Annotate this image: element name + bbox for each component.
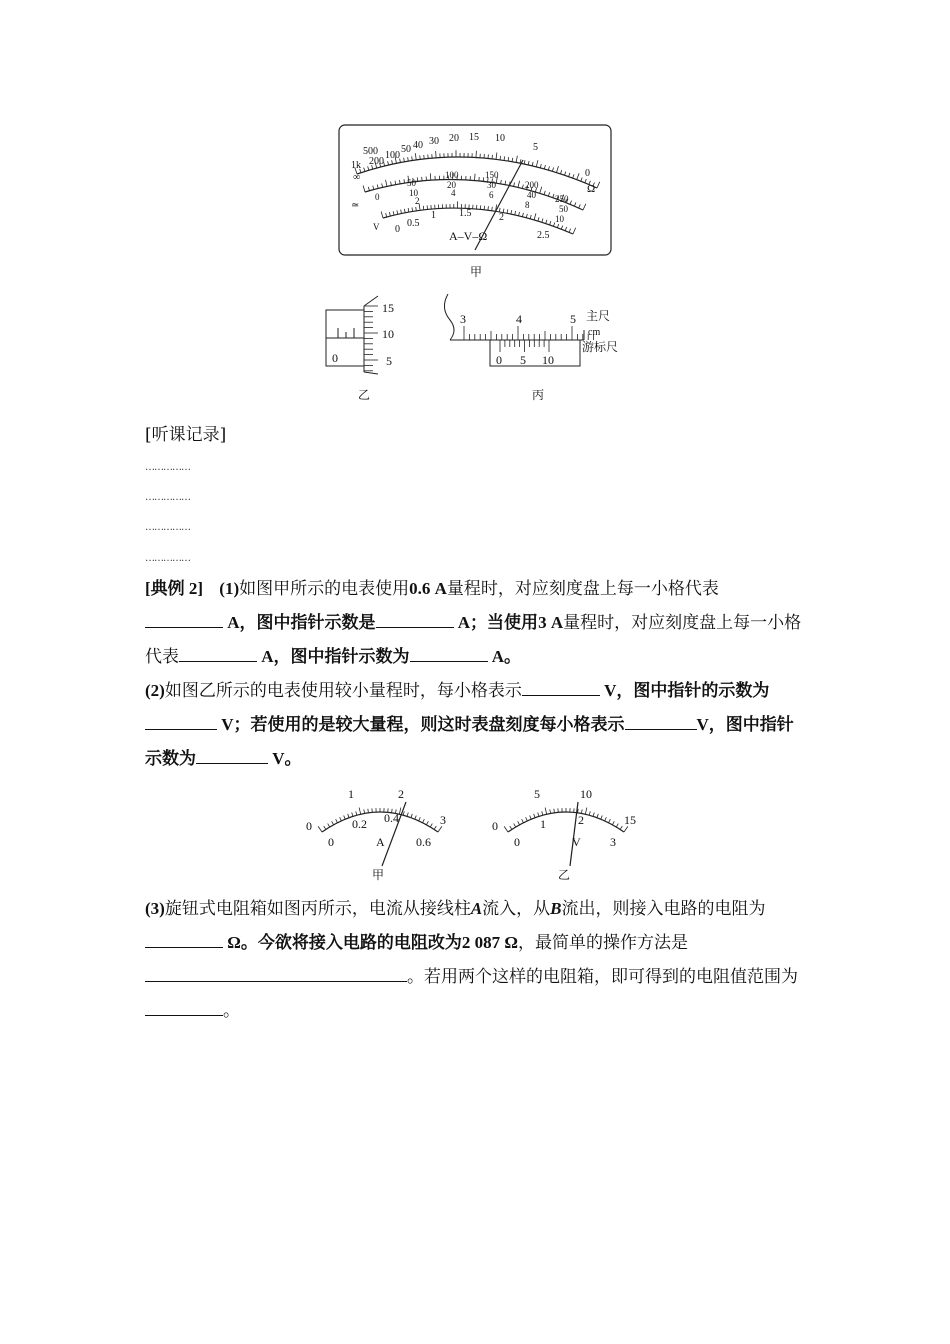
tick-mark bbox=[496, 153, 497, 160]
tick-mark bbox=[416, 207, 417, 211]
tick-mark bbox=[348, 814, 349, 818]
q2-text-a: 如图乙所示的电表使用较小量程时，每小格表示 bbox=[164, 681, 522, 701]
tick-mark bbox=[534, 213, 536, 220]
mid-upper-0: 0 bbox=[375, 192, 380, 202]
q3-text-g: 。若用两个这样的电阻箱，即可得到的电阻值范围为 bbox=[407, 967, 798, 987]
mid-upper-5: 250 bbox=[555, 194, 569, 204]
tick-mark bbox=[401, 210, 402, 214]
thimble-ticks bbox=[364, 306, 378, 371]
question-1-2 bbox=[145, 572, 810, 776]
tick-mark bbox=[415, 816, 417, 820]
tick-mark bbox=[550, 221, 551, 225]
tick-mark bbox=[408, 208, 409, 212]
ammeter-upper-1: 1 bbox=[348, 787, 354, 801]
multimeter-figure bbox=[335, 122, 615, 260]
tick-mark bbox=[548, 166, 549, 170]
mid-inner-2: 4 bbox=[451, 188, 456, 198]
tick-mark bbox=[363, 185, 365, 192]
tick-mark bbox=[601, 816, 603, 820]
tick-mark bbox=[532, 162, 533, 166]
tick-mark bbox=[534, 814, 535, 818]
q1-text-c: 量程时，对应刻度盘上每一小格代表 bbox=[446, 579, 719, 599]
tick-mark bbox=[393, 211, 394, 215]
tick-mark bbox=[404, 209, 405, 213]
ohm-label-8: 20 bbox=[449, 133, 459, 144]
ammeter-upper-2: 2 bbox=[398, 787, 404, 801]
volt-label-5: 2.5 bbox=[537, 230, 550, 241]
terminal-a: A bbox=[470, 899, 483, 918]
tick-mark bbox=[616, 824, 618, 827]
caliper-break bbox=[444, 294, 454, 340]
tick-mark bbox=[573, 228, 576, 234]
tick-mark bbox=[412, 156, 413, 160]
tick-mark bbox=[356, 811, 357, 815]
q2-text-e: V。 bbox=[268, 749, 302, 768]
tick-mark bbox=[597, 814, 598, 818]
dot-line: …………… bbox=[145, 522, 190, 533]
tick-mark bbox=[397, 210, 398, 214]
tick-mark bbox=[581, 177, 582, 181]
tick-mark bbox=[386, 180, 387, 187]
voltmeter-ticks bbox=[504, 808, 628, 832]
tick-mark bbox=[574, 202, 576, 206]
tick-mark bbox=[328, 824, 330, 827]
tick-mark bbox=[545, 808, 547, 815]
mid-upper-3: 150 bbox=[485, 170, 499, 180]
tick-mark bbox=[573, 174, 574, 178]
tick-mark bbox=[593, 813, 594, 817]
voltmeter-lower-3: 3 bbox=[610, 835, 616, 849]
ac-mark: ≃ bbox=[351, 200, 360, 211]
tick-mark bbox=[528, 161, 529, 165]
tick-mark bbox=[579, 204, 581, 208]
ohm-label-6: 40 bbox=[413, 140, 423, 151]
mid-inner-4: 8 bbox=[525, 200, 530, 210]
tick-mark bbox=[515, 211, 516, 215]
tick-mark bbox=[336, 819, 338, 823]
voltmeter-lower-0: 0 bbox=[514, 835, 520, 849]
tick-mark bbox=[368, 809, 369, 813]
tick-mark bbox=[597, 182, 600, 188]
mid-inner-3: 6 bbox=[489, 190, 494, 200]
voltmeter-upper-1: 5 bbox=[534, 787, 540, 801]
terminal-b: B bbox=[550, 899, 562, 918]
tick-mark bbox=[524, 160, 525, 164]
tick-mark bbox=[404, 158, 405, 162]
tick-mark bbox=[324, 826, 326, 829]
q1-range-small: 0.6 A bbox=[409, 579, 447, 598]
volt-label-0: 0 bbox=[395, 224, 400, 235]
tick-mark bbox=[500, 156, 501, 160]
tick-mark bbox=[430, 824, 432, 827]
ammeter-unit: A bbox=[376, 835, 385, 849]
tick-mark bbox=[359, 808, 361, 815]
tick-mark bbox=[577, 173, 579, 179]
voltmeter-arc bbox=[508, 812, 624, 832]
tick-mark bbox=[552, 168, 553, 172]
tick-mark bbox=[411, 814, 412, 818]
tick-mark bbox=[546, 220, 547, 224]
vernier-scale-label: 游标尺 bbox=[582, 340, 619, 354]
tick-mark bbox=[412, 207, 413, 211]
voltmeter-lower-2: 2 bbox=[578, 813, 584, 827]
mid-lower-3: 30 bbox=[487, 180, 496, 190]
answer-blank[interactable] bbox=[196, 745, 268, 764]
tick-mark bbox=[492, 207, 493, 211]
question-3 bbox=[145, 892, 810, 1028]
tick-mark bbox=[504, 826, 508, 832]
tick-mark bbox=[510, 826, 512, 829]
tick-mark bbox=[395, 181, 396, 185]
mid-upper-1: 50 bbox=[407, 178, 416, 188]
tick-mark bbox=[522, 185, 523, 189]
tick-mark bbox=[389, 212, 390, 216]
tick-mark bbox=[556, 166, 558, 172]
ohm-label-10: 10 bbox=[495, 133, 505, 144]
tick-mark bbox=[438, 826, 442, 832]
tick-mark bbox=[620, 826, 622, 829]
ohm-label-0: ∞ bbox=[353, 172, 361, 183]
figure-caption-ammeter: 甲 bbox=[372, 868, 385, 882]
figure-caption-micrometer: 乙 bbox=[358, 388, 371, 402]
tick-mark bbox=[504, 156, 505, 160]
tick-mark bbox=[542, 218, 543, 222]
tick-mark bbox=[530, 215, 531, 219]
tick-mark bbox=[540, 164, 541, 168]
tick-mark bbox=[434, 826, 436, 829]
mid-lower-5: 50 bbox=[559, 204, 568, 214]
tick-mark bbox=[399, 808, 401, 815]
q3-text-f: ，最简单的操作方法是 bbox=[518, 933, 688, 953]
tick-mark bbox=[318, 826, 322, 832]
micrometer-figure bbox=[322, 294, 402, 376]
main-tick-3: 3 bbox=[460, 312, 466, 326]
tick-mark bbox=[538, 217, 539, 221]
tick-mark bbox=[332, 821, 334, 825]
tick-mark bbox=[407, 813, 408, 817]
tick-mark bbox=[589, 811, 590, 815]
answer-blank[interactable] bbox=[145, 711, 217, 730]
thimble-label-15: 15 bbox=[382, 301, 394, 315]
vernier-tick-0: 0 bbox=[496, 353, 502, 367]
tick-mark bbox=[570, 201, 572, 205]
tick-mark bbox=[518, 181, 520, 188]
q3-text-c: 流出，则接入电路的电阻为 bbox=[561, 899, 766, 919]
voltmeter-lower-1: 1 bbox=[540, 817, 546, 831]
figure-caption-voltmeter: 乙 bbox=[558, 868, 571, 882]
sleeve-zero: 0 bbox=[332, 351, 338, 365]
tick-mark bbox=[373, 186, 374, 190]
tick-mark bbox=[501, 180, 502, 184]
tick-mark bbox=[544, 165, 545, 169]
volt-label-3: 1.5 bbox=[459, 208, 472, 219]
figure-caption-caliper: 丙 bbox=[532, 388, 545, 402]
ammeter-lower-0: 0 bbox=[328, 835, 334, 849]
voltmeter-upper-2: 10 bbox=[580, 787, 592, 801]
answer-blank[interactable] bbox=[145, 997, 223, 1016]
tick-mark bbox=[530, 816, 532, 820]
tick-mark bbox=[419, 817, 421, 821]
q3-target-value: 2 087 Ω bbox=[461, 933, 518, 952]
voltmeter-upper-3: 15 bbox=[624, 813, 636, 827]
ammeter-arc bbox=[322, 812, 438, 832]
tick-mark bbox=[415, 153, 416, 160]
tick-mark bbox=[344, 816, 346, 820]
tick-mark bbox=[514, 824, 516, 827]
main-tick-5: 5 bbox=[570, 312, 576, 326]
q2-text-d: V，图中指针示数为 bbox=[145, 715, 794, 768]
tick-mark bbox=[364, 809, 365, 813]
tick-mark bbox=[612, 821, 614, 825]
mid-lower-2: 20 bbox=[447, 180, 456, 190]
tick-mark bbox=[514, 182, 515, 186]
tick-mark bbox=[516, 156, 517, 163]
thimble-top bbox=[364, 296, 378, 306]
tick-mark bbox=[536, 160, 538, 167]
tick-mark bbox=[519, 212, 520, 216]
mid-upper-4: 200 bbox=[525, 180, 539, 190]
ohm-label-11: 5 bbox=[533, 142, 538, 153]
tick-mark bbox=[505, 181, 506, 185]
ammeter-upper-0: 0 bbox=[306, 819, 312, 833]
volt-label-2: 1 bbox=[431, 210, 436, 221]
ammeter-ticks bbox=[318, 808, 442, 832]
tick-mark bbox=[423, 819, 425, 823]
answer-blank[interactable] bbox=[145, 929, 223, 948]
answer-blank[interactable] bbox=[410, 643, 488, 662]
tick-mark bbox=[381, 211, 383, 218]
q1-text-h: A，图中指针示数为 bbox=[257, 647, 410, 666]
mid-lower-1: 10 bbox=[409, 188, 418, 198]
tick-mark bbox=[605, 817, 607, 821]
tick-mark bbox=[520, 159, 521, 163]
tick-mark bbox=[565, 171, 566, 175]
tick-mark bbox=[511, 210, 512, 214]
v-mark: V bbox=[373, 222, 380, 232]
ammeter-lower-2: 0.4 bbox=[384, 811, 399, 825]
tick-mark bbox=[403, 811, 404, 815]
q1-text-g: 量程时，对应刻度盘上每一小格代表 bbox=[145, 613, 802, 667]
q3-number: (3) bbox=[145, 899, 165, 918]
ohm-label-4: 100 bbox=[385, 150, 400, 161]
ohm-label-7: 30 bbox=[429, 136, 439, 147]
dot-line: …………… bbox=[145, 492, 190, 503]
tick-mark bbox=[507, 209, 508, 213]
tick-mark bbox=[522, 213, 523, 217]
mid-arc bbox=[365, 180, 583, 210]
caliper-figure bbox=[436, 290, 636, 372]
voltmeter-unit: V bbox=[572, 835, 581, 849]
q1-text-i: A。 bbox=[487, 647, 522, 666]
answer-blank[interactable] bbox=[625, 711, 697, 730]
ammeter-upper-3: 3 bbox=[440, 813, 446, 827]
section-label: [听课记录] bbox=[145, 425, 227, 445]
q1-text-a: 如图甲所示的电表使用 bbox=[239, 579, 410, 599]
tick-mark bbox=[382, 184, 383, 188]
dot-line: …………… bbox=[145, 462, 190, 473]
answer-blank[interactable] bbox=[376, 609, 454, 628]
dot-line: …………… bbox=[145, 553, 190, 564]
tick-mark bbox=[512, 158, 513, 162]
tick-mark bbox=[352, 813, 353, 817]
tick-mark bbox=[609, 819, 611, 823]
q2-text-b: V，图中指针的示数为 bbox=[599, 681, 770, 700]
mid-lower-4: 40 bbox=[527, 190, 536, 200]
answer-blank[interactable] bbox=[145, 963, 407, 982]
q3-text-d: Ω。今欲将接入电路的电阻改为 bbox=[223, 933, 462, 952]
tick-mark bbox=[550, 809, 551, 813]
tick-mark bbox=[526, 214, 527, 218]
ohm-symbol: Ω bbox=[587, 183, 596, 195]
tick-mark bbox=[544, 191, 545, 195]
tick-mark bbox=[388, 161, 389, 165]
tick-mark bbox=[377, 185, 378, 189]
tick-mark bbox=[386, 213, 387, 217]
tick-mark bbox=[368, 187, 369, 191]
tick-mark bbox=[526, 817, 528, 821]
tick-mark bbox=[561, 225, 562, 229]
tick-mark bbox=[624, 826, 628, 832]
tick-mark bbox=[540, 187, 542, 193]
answer-blank[interactable] bbox=[522, 677, 600, 696]
tick-mark bbox=[475, 174, 476, 181]
ohm-label-1: 1k bbox=[351, 160, 361, 171]
volt-label-4: 2 bbox=[499, 212, 504, 223]
tick-mark bbox=[508, 157, 509, 161]
q3-text-h: 。 bbox=[223, 1001, 240, 1021]
q1-number: (1) bbox=[219, 579, 240, 598]
tick-mark bbox=[522, 819, 524, 823]
tick-mark bbox=[569, 229, 571, 233]
q2-text-c: V；若使用的是较大量程，则这时表盘刻度每小格表示 bbox=[217, 715, 625, 734]
thimble-bottom bbox=[364, 372, 378, 374]
thimble-label-5: 5 bbox=[386, 354, 392, 368]
q3-text-b: 流入，从 bbox=[482, 899, 551, 919]
mid-inner-1: 2 bbox=[415, 196, 420, 206]
answer-blank[interactable] bbox=[179, 643, 257, 662]
tick-mark bbox=[399, 180, 400, 184]
tick-mark bbox=[518, 821, 520, 825]
tick-mark bbox=[554, 809, 555, 813]
tick-mark bbox=[585, 808, 587, 815]
volt-label-1: 0.5 bbox=[407, 218, 420, 229]
tick-mark bbox=[542, 811, 543, 815]
tick-mark bbox=[364, 168, 365, 172]
q2-number: (2) bbox=[145, 681, 165, 700]
tick-mark bbox=[538, 813, 539, 817]
tick-mark bbox=[583, 204, 586, 210]
tick-mark bbox=[488, 206, 489, 210]
answer-blank[interactable] bbox=[145, 609, 223, 628]
ohm-label-9: 15 bbox=[469, 132, 479, 143]
ohm-label-2: 500 bbox=[363, 146, 378, 157]
ohm-label-12: 0 bbox=[585, 168, 590, 179]
tick-mark bbox=[569, 173, 570, 177]
tick-mark bbox=[340, 817, 342, 821]
meter-label: A–V–Ω bbox=[449, 229, 488, 243]
main-scale-label: 主尺 bbox=[586, 309, 611, 323]
q1-text-e: A；当使用 bbox=[453, 613, 539, 632]
vernier-scale bbox=[490, 340, 580, 366]
figure-caption-main: 甲 bbox=[470, 265, 483, 279]
tick-mark bbox=[553, 194, 554, 198]
ammeter-lower-1: 0.2 bbox=[352, 817, 367, 831]
ammeter-lower-3: 0.6 bbox=[416, 835, 431, 849]
vernier-ticks bbox=[500, 340, 549, 352]
example-tag: [典例 2] bbox=[145, 579, 204, 598]
tick-mark bbox=[548, 192, 549, 196]
tick-mark bbox=[426, 821, 428, 825]
tick-mark bbox=[391, 182, 392, 186]
main-tick-4: 4 bbox=[516, 312, 522, 326]
tick-mark bbox=[557, 224, 558, 228]
vernier-tick-5: 5 bbox=[520, 353, 526, 367]
main-scale-ticks bbox=[464, 326, 594, 340]
unit-label: cm bbox=[588, 327, 601, 338]
voltmeter-upper-0: 0 bbox=[492, 819, 498, 833]
vernier-tick-10: 10 bbox=[542, 353, 554, 367]
q1-text-d: A，图中指针示数是 bbox=[223, 613, 376, 632]
tick-mark bbox=[560, 170, 561, 174]
tick-mark bbox=[565, 227, 566, 231]
tick-mark bbox=[408, 157, 409, 161]
ohm-label-3: 200 bbox=[369, 156, 384, 167]
mid-upper-2: 100 bbox=[445, 170, 459, 180]
ohm-label-5: 50 bbox=[401, 144, 411, 155]
q1-range-large: 3 A bbox=[538, 613, 564, 632]
tick-mark bbox=[404, 179, 405, 183]
thimble-label-10: 10 bbox=[382, 327, 394, 341]
q3-text-a: 旋钮式电阻箱如图丙所示，电流从接线柱 bbox=[164, 899, 471, 919]
mid-inner-5: 10 bbox=[555, 214, 564, 224]
